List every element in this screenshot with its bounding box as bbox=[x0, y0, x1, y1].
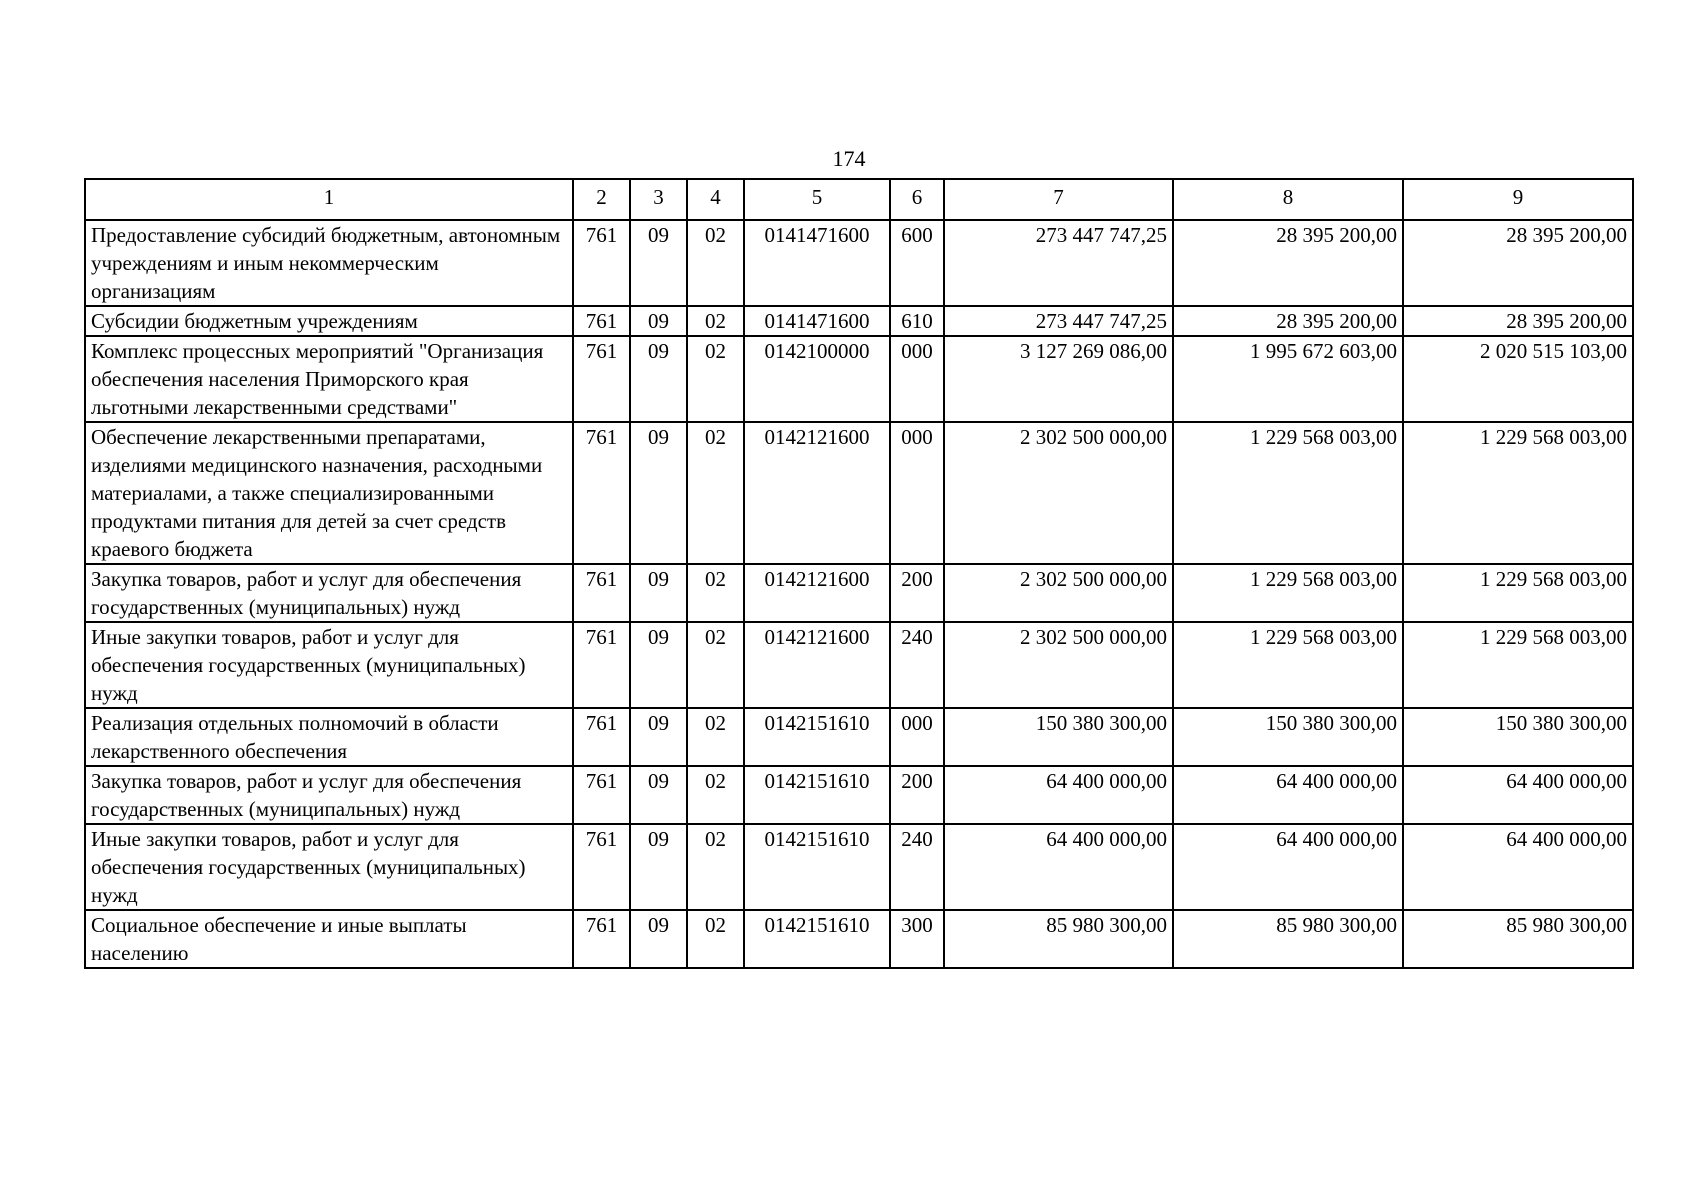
row-section-code: 09 bbox=[630, 910, 687, 968]
row-expense-type-code: 610 bbox=[890, 306, 944, 336]
row-amount-col8: 1 229 568 003,00 bbox=[1173, 622, 1403, 708]
row-amount-col7: 64 400 000,00 bbox=[944, 824, 1173, 910]
row-ministry-code: 761 bbox=[573, 824, 630, 910]
row-amount-col7: 273 447 747,25 bbox=[944, 306, 1173, 336]
row-amount-col9: 64 400 000,00 bbox=[1403, 766, 1633, 824]
row-amount-col7: 2 302 500 000,00 bbox=[944, 622, 1173, 708]
row-name: Закупка товаров, работ и услуг для обеспечения государственных (муниципальных) нужд bbox=[85, 564, 573, 622]
header-row bbox=[85, 179, 1633, 220]
row-name: Комплекс процессных мероприятий "Организация обеспечения населения Приморского края льготными лекарственными средствами" bbox=[85, 336, 573, 422]
table-row bbox=[85, 910, 1633, 968]
row-amount-col9: 1 229 568 003,00 bbox=[1403, 564, 1633, 622]
header-col-7: 7 bbox=[944, 179, 1173, 220]
row-amount-col9: 28 395 200,00 bbox=[1403, 306, 1633, 336]
row-subsection-code: 02 bbox=[687, 708, 744, 766]
table-row bbox=[85, 824, 1633, 910]
row-amount-col8: 28 395 200,00 bbox=[1173, 220, 1403, 306]
row-amount-col7: 2 302 500 000,00 bbox=[944, 564, 1173, 622]
budget-table bbox=[84, 178, 1634, 969]
row-expense-type-code: 300 bbox=[890, 910, 944, 968]
row-amount-col9: 85 980 300,00 bbox=[1403, 910, 1633, 968]
row-expense-type-code: 000 bbox=[890, 422, 944, 564]
row-name: Иные закупки товаров, работ и услуг для обеспечения государственных (муниципальных) нужд bbox=[85, 824, 573, 910]
header-col-3: 3 bbox=[630, 179, 687, 220]
row-amount-col8: 85 980 300,00 bbox=[1173, 910, 1403, 968]
row-section-code: 09 bbox=[630, 336, 687, 422]
table-row bbox=[85, 336, 1633, 422]
row-target-code: 0141471600 bbox=[744, 306, 890, 336]
row-target-code: 0142121600 bbox=[744, 564, 890, 622]
row-amount-col9: 28 395 200,00 bbox=[1403, 220, 1633, 306]
header-col-5: 5 bbox=[744, 179, 890, 220]
row-amount-col9: 1 229 568 003,00 bbox=[1403, 622, 1633, 708]
row-ministry-code: 761 bbox=[573, 622, 630, 708]
row-amount-col7: 273 447 747,25 bbox=[944, 220, 1173, 306]
row-amount-col7: 64 400 000,00 bbox=[944, 766, 1173, 824]
page-number: 174 bbox=[832, 146, 866, 171]
table-row bbox=[85, 306, 1633, 336]
row-subsection-code: 02 bbox=[687, 336, 744, 422]
row-amount-col9: 150 380 300,00 bbox=[1403, 708, 1633, 766]
table-row bbox=[85, 708, 1633, 766]
row-expense-type-code: 240 bbox=[890, 622, 944, 708]
row-expense-type-code: 000 bbox=[890, 708, 944, 766]
row-subsection-code: 02 bbox=[687, 824, 744, 910]
row-subsection-code: 02 bbox=[687, 910, 744, 968]
row-name: Предоставление субсидий бюджетным, автономным учреждениям и иным некоммерческим организациям bbox=[85, 220, 573, 306]
row-amount-col9: 1 229 568 003,00 bbox=[1403, 422, 1633, 564]
row-amount-col7: 2 302 500 000,00 bbox=[944, 422, 1173, 564]
row-section-code: 09 bbox=[630, 766, 687, 824]
header-col-1: 1 bbox=[85, 179, 573, 220]
row-subsection-code: 02 bbox=[687, 220, 744, 306]
row-amount-col7: 3 127 269 086,00 bbox=[944, 336, 1173, 422]
row-section-code: 09 bbox=[630, 708, 687, 766]
row-ministry-code: 761 bbox=[573, 306, 630, 336]
row-amount-col8: 1 229 568 003,00 bbox=[1173, 564, 1403, 622]
row-target-code: 0142151610 bbox=[744, 766, 890, 824]
row-target-code: 0142121600 bbox=[744, 422, 890, 564]
table-row bbox=[85, 766, 1633, 824]
row-section-code: 09 bbox=[630, 622, 687, 708]
row-target-code: 0142151610 bbox=[744, 910, 890, 968]
header-col-2: 2 bbox=[573, 179, 630, 220]
row-amount-col8: 64 400 000,00 bbox=[1173, 766, 1403, 824]
table-row bbox=[85, 622, 1633, 708]
row-ministry-code: 761 bbox=[573, 766, 630, 824]
row-target-code: 0142100000 bbox=[744, 336, 890, 422]
row-amount-col8: 1 229 568 003,00 bbox=[1173, 422, 1403, 564]
table-row bbox=[85, 564, 1633, 622]
header-col-9: 9 bbox=[1403, 179, 1633, 220]
row-target-code: 0142121600 bbox=[744, 622, 890, 708]
row-target-code: 0141471600 bbox=[744, 220, 890, 306]
row-ministry-code: 761 bbox=[573, 336, 630, 422]
row-amount-col8: 150 380 300,00 bbox=[1173, 708, 1403, 766]
row-amount-col8: 1 995 672 603,00 bbox=[1173, 336, 1403, 422]
row-expense-type-code: 600 bbox=[890, 220, 944, 306]
row-amount-col9: 64 400 000,00 bbox=[1403, 824, 1633, 910]
header-col-6: 6 bbox=[890, 179, 944, 220]
row-amount-col7: 85 980 300,00 bbox=[944, 910, 1173, 968]
header-col-8: 8 bbox=[1173, 179, 1403, 220]
row-section-code: 09 bbox=[630, 824, 687, 910]
row-section-code: 09 bbox=[630, 306, 687, 336]
row-subsection-code: 02 bbox=[687, 766, 744, 824]
row-expense-type-code: 240 bbox=[890, 824, 944, 910]
row-section-code: 09 bbox=[630, 564, 687, 622]
row-amount-col7: 150 380 300,00 bbox=[944, 708, 1173, 766]
row-section-code: 09 bbox=[630, 220, 687, 306]
table-row bbox=[85, 220, 1633, 306]
row-subsection-code: 02 bbox=[687, 306, 744, 336]
row-subsection-code: 02 bbox=[687, 564, 744, 622]
row-name: Иные закупки товаров, работ и услуг для обеспечения государственных (муниципальных) нужд bbox=[85, 622, 573, 708]
row-section-code: 09 bbox=[630, 422, 687, 564]
row-target-code: 0142151610 bbox=[744, 824, 890, 910]
row-name: Реализация отдельных полномочий в области лекарственного обеспечения bbox=[85, 708, 573, 766]
row-target-code: 0142151610 bbox=[744, 708, 890, 766]
row-expense-type-code: 200 bbox=[890, 564, 944, 622]
row-amount-col8: 28 395 200,00 bbox=[1173, 306, 1403, 336]
table-row bbox=[85, 422, 1633, 564]
row-ministry-code: 761 bbox=[573, 910, 630, 968]
row-amount-col9: 2 020 515 103,00 bbox=[1403, 336, 1633, 422]
row-name: Субсидии бюджетным учреждениям bbox=[85, 306, 573, 336]
row-amount-col8: 64 400 000,00 bbox=[1173, 824, 1403, 910]
row-expense-type-code: 000 bbox=[890, 336, 944, 422]
row-expense-type-code: 200 bbox=[890, 766, 944, 824]
row-name: Закупка товаров, работ и услуг для обеспечения государственных (муниципальных) нужд bbox=[85, 766, 573, 824]
header-col-4: 4 bbox=[687, 179, 744, 220]
row-ministry-code: 761 bbox=[573, 422, 630, 564]
row-subsection-code: 02 bbox=[687, 622, 744, 708]
row-ministry-code: 761 bbox=[573, 220, 630, 306]
row-name: Обеспечение лекарственными препаратами, изделиями медицинского назначения, расходными материалами, а также специализированными продуктами питания для детей за счет средств краевого бюджета bbox=[85, 422, 573, 564]
row-name: Социальное обеспечение и иные выплаты населению bbox=[85, 910, 573, 968]
row-ministry-code: 761 bbox=[573, 708, 630, 766]
row-ministry-code: 761 bbox=[573, 564, 630, 622]
row-subsection-code: 02 bbox=[687, 422, 744, 564]
